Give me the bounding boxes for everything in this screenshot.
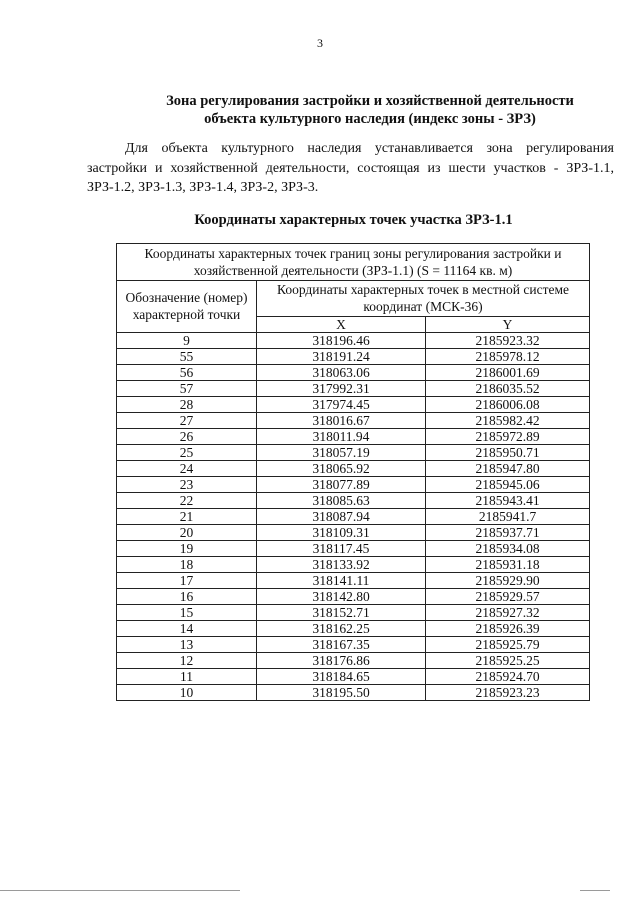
y-cell: 2186001.69 <box>426 365 590 381</box>
y-cell: 2186006.08 <box>426 397 590 413</box>
y-cell: 2185929.57 <box>426 589 590 605</box>
point-cell: 22 <box>117 493 257 509</box>
y-cell: 2185947.80 <box>426 461 590 477</box>
point-cell: 21 <box>117 509 257 525</box>
point-cell: 13 <box>117 637 257 653</box>
table-caption: Координаты характерных точек границ зоны регулирования застройки и хозяйственной деятельности (ЗРЗ-1.1) (S = 11164 кв. м) <box>117 244 590 281</box>
y-cell: 2185926.39 <box>426 621 590 637</box>
x-cell: 318011.94 <box>257 429 426 445</box>
table-row <box>117 509 590 525</box>
y-cell: 2186035.52 <box>426 381 590 397</box>
x-cell: 318133.92 <box>257 557 426 573</box>
x-cell: 318063.06 <box>257 365 426 381</box>
x-cell: 318195.50 <box>257 685 426 701</box>
table-row <box>117 381 590 397</box>
x-cell: 318141.11 <box>257 573 426 589</box>
x-cell: 318057.19 <box>257 445 426 461</box>
y-cell: 2185950.71 <box>426 445 590 461</box>
point-cell: 26 <box>117 429 257 445</box>
coordinates-column-header: Координаты характерных точек в местной системе координат (МСК-36) <box>257 281 590 317</box>
table-header-row <box>117 281 590 317</box>
intro-paragraph: Для объекта культурного наследия устанавливается зона регулирования застройки и хозяйственной деятельности, состоящая из шести участков - ЗРЗ-1.1, ЗРЗ-1.2, ЗРЗ-1.3, ЗРЗ-1.4, ЗРЗ-2, ЗРЗ-3. <box>87 141 614 195</box>
point-cell: 16 <box>117 589 257 605</box>
point-cell: 20 <box>117 525 257 541</box>
table-row <box>117 605 590 621</box>
page-number: 3 <box>317 36 323 50</box>
table-row <box>117 525 590 541</box>
x-cell: 318184.65 <box>257 669 426 685</box>
y-cell: 2185925.25 <box>426 653 590 669</box>
point-cell: 19 <box>117 541 257 557</box>
y-cell: 2185978.12 <box>426 349 590 365</box>
table-row <box>117 589 590 605</box>
point-column-header: Обозначение (номер) характерной точки <box>117 281 257 333</box>
x-cell: 318196.46 <box>257 333 426 349</box>
table-header <box>117 244 590 333</box>
point-cell: 14 <box>117 621 257 637</box>
table-row <box>117 461 590 477</box>
table-row <box>117 541 590 557</box>
y-cell: 2185934.08 <box>426 541 590 557</box>
table-body <box>117 333 590 701</box>
y-cell: 2185925.79 <box>426 637 590 653</box>
table-row <box>117 669 590 685</box>
bottom-rule-right <box>580 890 610 891</box>
x-cell: 318176.86 <box>257 653 426 669</box>
zone-title <box>100 92 640 128</box>
point-cell: 27 <box>117 413 257 429</box>
table-row <box>117 349 590 365</box>
x-cell: 318065.92 <box>257 461 426 477</box>
y-cell: 2185941.7 <box>426 509 590 525</box>
point-cell: 55 <box>117 349 257 365</box>
table-row <box>117 557 590 573</box>
point-cell: 11 <box>117 669 257 685</box>
table-row <box>117 493 590 509</box>
point-cell: 56 <box>117 365 257 381</box>
y-cell: 2185972.89 <box>426 429 590 445</box>
table-row <box>117 365 590 381</box>
table-row <box>117 621 590 637</box>
table-row <box>117 445 590 461</box>
y-cell: 2185927.32 <box>426 605 590 621</box>
table-row <box>117 413 590 429</box>
x-cell: 318109.31 <box>257 525 426 541</box>
table-row <box>117 637 590 653</box>
y-column-header: Y <box>426 317 590 333</box>
point-cell: 17 <box>117 573 257 589</box>
point-cell: 23 <box>117 477 257 493</box>
table-row <box>117 477 590 493</box>
x-cell: 318191.24 <box>257 349 426 365</box>
x-cell: 317992.31 <box>257 381 426 397</box>
table-row <box>117 429 590 445</box>
point-cell: 12 <box>117 653 257 669</box>
point-cell: 24 <box>117 461 257 477</box>
y-cell: 2185937.71 <box>426 525 590 541</box>
x-cell: 318162.25 <box>257 621 426 637</box>
table-title: Координаты характерных точек участка ЗРЗ-1.1 <box>194 212 513 228</box>
x-cell: 318077.89 <box>257 477 426 493</box>
y-cell: 2185945.06 <box>426 477 590 493</box>
bottom-rule-left <box>0 890 240 891</box>
x-cell: 318085.63 <box>257 493 426 509</box>
x-cell: 318167.35 <box>257 637 426 653</box>
y-cell: 2185929.90 <box>426 573 590 589</box>
y-cell: 2185923.32 <box>426 333 590 349</box>
point-cell: 18 <box>117 557 257 573</box>
coordinates-table <box>116 243 590 701</box>
x-cell: 317974.45 <box>257 397 426 413</box>
table-row <box>117 653 590 669</box>
zone-title-line-1: Зона регулирования застройки и хозяйственной деятельности <box>166 93 574 109</box>
table-caption-row <box>117 244 590 281</box>
table-row <box>117 397 590 413</box>
point-cell: 10 <box>117 685 257 701</box>
y-cell: 2185924.70 <box>426 669 590 685</box>
x-cell: 318016.67 <box>257 413 426 429</box>
y-cell: 2185982.42 <box>426 413 590 429</box>
x-cell: 318087.94 <box>257 509 426 525</box>
x-cell: 318117.45 <box>257 541 426 557</box>
point-cell: 28 <box>117 397 257 413</box>
zone-title-line-2: объекта культурного наследия (индекс зоны - ЗРЗ) <box>204 111 536 127</box>
table-row <box>117 333 590 349</box>
point-cell: 57 <box>117 381 257 397</box>
point-cell: 15 <box>117 605 257 621</box>
y-cell: 2185923.23 <box>426 685 590 701</box>
y-cell: 2185931.18 <box>426 557 590 573</box>
table-row <box>117 573 590 589</box>
point-cell: 9 <box>117 333 257 349</box>
table-row <box>117 685 590 701</box>
x-cell: 318142.80 <box>257 589 426 605</box>
x-column-header: X <box>257 317 426 333</box>
point-cell: 25 <box>117 445 257 461</box>
x-cell: 318152.71 <box>257 605 426 621</box>
y-cell: 2185943.41 <box>426 493 590 509</box>
